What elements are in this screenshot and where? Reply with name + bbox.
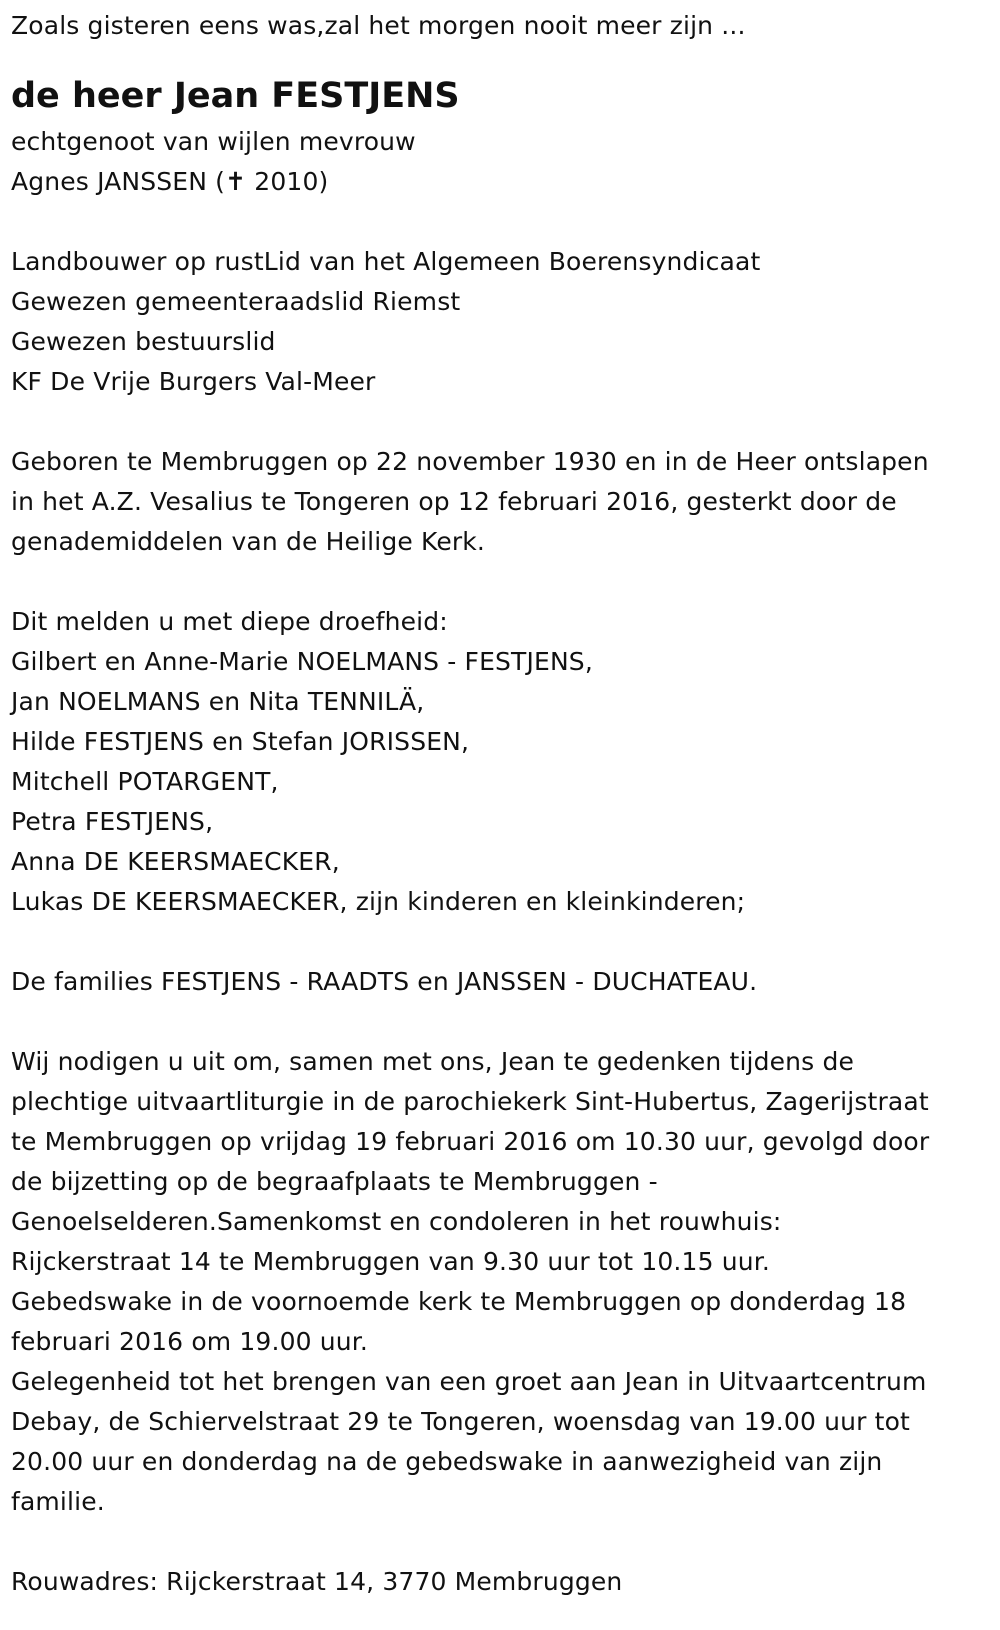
birth-death-line: in het A.Z. Vesalius te Tongeren op 12 februari 2016, gesterkt door de xyxy=(11,487,897,516)
mourners-block xyxy=(11,602,991,922)
address-line: Rouwadres: Rijckerstraat 14, 3770 Membruggen xyxy=(11,1567,623,1596)
spacer xyxy=(11,202,991,242)
spacer xyxy=(11,1522,991,1562)
deceased-name: de heer Jean FESTJENS xyxy=(11,76,460,116)
ceremony-line: de bijzetting op de begraafplaats te Membruggen - xyxy=(11,1167,658,1196)
ceremony-line: Debay, de Schiervelstraat 29 te Tongeren, woensdag van 19.00 uur tot xyxy=(11,1407,910,1436)
ceremony-line: Wij nodigen u uit om, samen met ons, Jean te gedenken tijdens de xyxy=(11,1047,854,1076)
ceremony-line: februari 2016 om 19.00 uur. xyxy=(11,1327,369,1356)
birth-death-line: genademiddelen van de Heilige Kerk. xyxy=(11,527,485,556)
spacer xyxy=(11,922,991,962)
mourner-line: Gilbert en Anne-Marie NOELMANS - FESTJENS, xyxy=(11,647,593,676)
families-line: De families FESTJENS - RAADTS en JANSSEN - DUCHATEAU. xyxy=(11,967,758,996)
ceremony-line: 20.00 uur en donderdag na de gebedswake in aanwezigheid van zijn xyxy=(11,1447,883,1476)
ceremony-line: te Membruggen op vrijdag 19 februari 2016 om 10.30 uur, gevolgd door xyxy=(11,1127,930,1156)
birth-death-line: Geboren te Membruggen op 22 november 1930 en in de Heer ontslapen xyxy=(11,447,929,476)
spacer xyxy=(11,46,991,69)
ceremony-block xyxy=(11,1042,991,1522)
obituary-notice xyxy=(11,6,991,1602)
ceremony-line: Gelegenheid tot het brengen van een groet aan Jean in Uitvaartcentrum xyxy=(11,1367,927,1396)
mourner-line: Mitchell POTARGENT, xyxy=(11,767,279,796)
motto-text: Zoals gisteren eens was,zal het morgen nooit meer zijn ... xyxy=(11,11,746,40)
birth-death-block xyxy=(11,442,991,562)
titles-block xyxy=(11,242,991,402)
ceremony-line: Genoelselderen.Samenkomst en condoleren in het rouwhuis: xyxy=(11,1207,782,1236)
mourner-line: Jan NOELMANS en Nita TENNILÄ, xyxy=(11,687,425,716)
mourner-line: Lukas DE KEERSMAECKER, zijn kinderen en kleinkinderen; xyxy=(11,887,746,916)
ceremony-line: Gebedswake in de voornoemde kerk te Membruggen op donderdag 18 xyxy=(11,1287,907,1316)
mourner-line: Anna DE KEERSMAECKER, xyxy=(11,847,340,876)
mourners-intro: Dit melden u met diepe droefheid: xyxy=(11,607,448,636)
spacer xyxy=(11,402,991,442)
ceremony-line: familie. xyxy=(11,1487,105,1516)
ceremony-line: plechtige uitvaartliturgie in de parochiekerk Sint-Hubertus, Zagerijstraat xyxy=(11,1087,929,1116)
mourner-line: Petra FESTJENS, xyxy=(11,807,214,836)
spacer xyxy=(11,1002,991,1042)
title-line: KF De Vrije Burgers Val-Meer xyxy=(11,367,376,396)
title-line: Landbouwer op rustLid van het Algemeen Boerensyndicaat xyxy=(11,247,761,276)
spouse-line-2: Agnes JANSSEN (✝ 2010) xyxy=(11,167,329,196)
mourner-line: Hilde FESTJENS en Stefan JORISSEN, xyxy=(11,727,470,756)
spouse-line-1: echtgenoot van wijlen mevrouw xyxy=(11,127,416,156)
title-line: Gewezen gemeenteraadslid Riemst xyxy=(11,287,461,316)
title-line: Gewezen bestuurslid xyxy=(11,327,276,356)
ceremony-line: Rijckerstraat 14 te Membruggen van 9.30 uur tot 10.15 uur. xyxy=(11,1247,770,1276)
spacer xyxy=(11,562,991,602)
